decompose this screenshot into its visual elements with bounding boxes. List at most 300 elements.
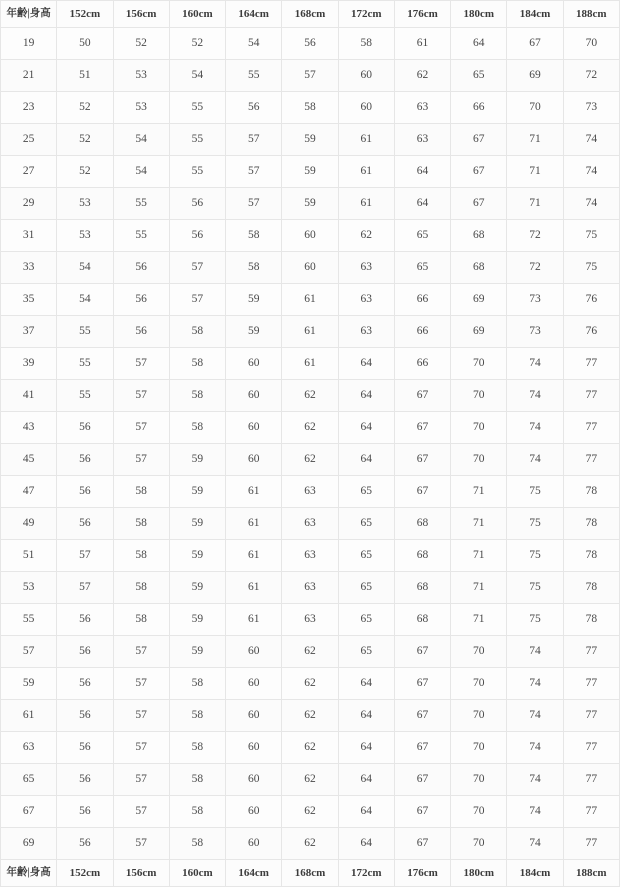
table-cell: 68 bbox=[394, 540, 450, 572]
table-cell: 70 bbox=[451, 764, 507, 796]
table-cell: 61 bbox=[282, 284, 338, 316]
table-cell: 52 bbox=[113, 28, 169, 60]
table-cell: 70 bbox=[451, 700, 507, 732]
table-cell: 57 bbox=[113, 348, 169, 380]
table-cell: 57 bbox=[113, 732, 169, 764]
table-cell: 70 bbox=[451, 636, 507, 668]
table-cell: 63 bbox=[282, 476, 338, 508]
table-cell: 63 bbox=[282, 540, 338, 572]
table-cell: 70 bbox=[563, 28, 619, 60]
table-row bbox=[1, 732, 620, 764]
table-cell: 56 bbox=[57, 668, 113, 700]
table-cell: 78 bbox=[563, 540, 619, 572]
table-cell: 62 bbox=[282, 732, 338, 764]
table-cell: 61 bbox=[226, 540, 282, 572]
table-cell: 57 bbox=[113, 828, 169, 860]
table-cell: 56 bbox=[113, 252, 169, 284]
row-age-label: 65 bbox=[1, 764, 57, 796]
table-cell: 55 bbox=[57, 316, 113, 348]
table-cell: 71 bbox=[451, 604, 507, 636]
table-row bbox=[1, 508, 620, 540]
table-cell: 65 bbox=[394, 220, 450, 252]
table-cell: 68 bbox=[451, 252, 507, 284]
row-age-label: 55 bbox=[1, 604, 57, 636]
table-cell: 77 bbox=[563, 380, 619, 412]
table-cell: 68 bbox=[394, 572, 450, 604]
row-age-label: 63 bbox=[1, 732, 57, 764]
table-cell: 71 bbox=[507, 124, 563, 156]
table-cell: 58 bbox=[113, 604, 169, 636]
table-cell: 64 bbox=[338, 412, 394, 444]
table-row bbox=[1, 284, 620, 316]
row-age-label: 35 bbox=[1, 284, 57, 316]
row-age-label: 25 bbox=[1, 124, 57, 156]
table-cell: 58 bbox=[169, 380, 225, 412]
table-cell: 75 bbox=[507, 572, 563, 604]
table-cell: 59 bbox=[226, 284, 282, 316]
table-cell: 77 bbox=[563, 796, 619, 828]
table-row bbox=[1, 476, 620, 508]
table-cell: 56 bbox=[169, 188, 225, 220]
table-row bbox=[1, 604, 620, 636]
table-cell: 67 bbox=[394, 380, 450, 412]
table-cell: 68 bbox=[394, 508, 450, 540]
table-cell: 70 bbox=[451, 828, 507, 860]
table-cell: 63 bbox=[282, 508, 338, 540]
table-cell: 64 bbox=[338, 732, 394, 764]
table-row bbox=[1, 700, 620, 732]
table-cell: 77 bbox=[563, 764, 619, 796]
table-cell: 58 bbox=[169, 316, 225, 348]
table-cell: 64 bbox=[394, 156, 450, 188]
table-cell: 56 bbox=[57, 476, 113, 508]
table-cell: 62 bbox=[394, 60, 450, 92]
table-cell: 63 bbox=[338, 284, 394, 316]
table-cell: 67 bbox=[451, 124, 507, 156]
row-age-label: 45 bbox=[1, 444, 57, 476]
column-header: 152cm bbox=[57, 1, 113, 28]
table-row bbox=[1, 828, 620, 860]
table-cell: 56 bbox=[57, 636, 113, 668]
table-cell: 74 bbox=[507, 828, 563, 860]
table-cell: 59 bbox=[282, 124, 338, 156]
table-cell: 62 bbox=[338, 220, 394, 252]
table-cell: 76 bbox=[563, 284, 619, 316]
table-cell: 74 bbox=[507, 412, 563, 444]
table-cell: 58 bbox=[113, 540, 169, 572]
table-cell: 61 bbox=[226, 508, 282, 540]
table-cell: 56 bbox=[57, 828, 113, 860]
table-row bbox=[1, 572, 620, 604]
table-cell: 53 bbox=[113, 60, 169, 92]
table-cell: 61 bbox=[338, 188, 394, 220]
table-cell: 64 bbox=[338, 764, 394, 796]
table-cell: 54 bbox=[113, 156, 169, 188]
row-age-label: 69 bbox=[1, 828, 57, 860]
table-cell: 57 bbox=[226, 188, 282, 220]
table-row bbox=[1, 60, 620, 92]
table-row bbox=[1, 444, 620, 476]
table-row bbox=[1, 316, 620, 348]
table-cell: 60 bbox=[282, 252, 338, 284]
table-cell: 64 bbox=[338, 380, 394, 412]
table-cell: 58 bbox=[169, 412, 225, 444]
table-cell: 65 bbox=[451, 60, 507, 92]
table-cell: 67 bbox=[394, 700, 450, 732]
row-age-label: 47 bbox=[1, 476, 57, 508]
table-cell: 56 bbox=[57, 444, 113, 476]
table-cell: 60 bbox=[226, 796, 282, 828]
table-cell: 57 bbox=[113, 444, 169, 476]
table-cell: 75 bbox=[507, 508, 563, 540]
table-cell: 66 bbox=[394, 348, 450, 380]
table-cell: 54 bbox=[169, 60, 225, 92]
table-cell: 78 bbox=[563, 572, 619, 604]
column-header: 164cm bbox=[226, 1, 282, 28]
table-cell: 54 bbox=[57, 252, 113, 284]
table-cell: 59 bbox=[169, 508, 225, 540]
table-cell: 55 bbox=[169, 156, 225, 188]
table-cell: 65 bbox=[338, 572, 394, 604]
table-cell: 65 bbox=[338, 636, 394, 668]
table-cell: 57 bbox=[113, 380, 169, 412]
table-cell: 67 bbox=[507, 28, 563, 60]
table-body bbox=[1, 28, 620, 860]
table-cell: 64 bbox=[338, 700, 394, 732]
table-cell: 57 bbox=[169, 252, 225, 284]
table-cell: 63 bbox=[338, 316, 394, 348]
table-cell: 65 bbox=[394, 252, 450, 284]
table-cell: 74 bbox=[507, 348, 563, 380]
table-cell: 70 bbox=[451, 444, 507, 476]
footer-row bbox=[1, 860, 620, 887]
table-cell: 59 bbox=[169, 572, 225, 604]
table-cell: 62 bbox=[282, 412, 338, 444]
table-cell: 62 bbox=[282, 636, 338, 668]
table-cell: 68 bbox=[394, 604, 450, 636]
table-cell: 61 bbox=[338, 124, 394, 156]
table-cell: 58 bbox=[226, 252, 282, 284]
table-row bbox=[1, 796, 620, 828]
column-header: 188cm bbox=[563, 1, 619, 28]
table-cell: 56 bbox=[57, 508, 113, 540]
table-cell: 52 bbox=[57, 156, 113, 188]
table-cell: 71 bbox=[507, 188, 563, 220]
table-cell: 60 bbox=[282, 220, 338, 252]
table-row bbox=[1, 28, 620, 60]
table-cell: 78 bbox=[563, 476, 619, 508]
table-cell: 58 bbox=[113, 476, 169, 508]
table-cell: 53 bbox=[57, 220, 113, 252]
table-cell: 58 bbox=[169, 828, 225, 860]
column-header: 176cm bbox=[394, 1, 450, 28]
row-age-label: 31 bbox=[1, 220, 57, 252]
table-row bbox=[1, 380, 620, 412]
table-cell: 60 bbox=[226, 828, 282, 860]
table-cell: 75 bbox=[507, 604, 563, 636]
footer-column-header: 172cm bbox=[338, 860, 394, 887]
table-cell: 59 bbox=[226, 316, 282, 348]
column-header: 184cm bbox=[507, 1, 563, 28]
table-cell: 59 bbox=[169, 636, 225, 668]
table-cell: 54 bbox=[113, 124, 169, 156]
table-row bbox=[1, 348, 620, 380]
table-cell: 61 bbox=[338, 156, 394, 188]
row-age-label: 49 bbox=[1, 508, 57, 540]
table-row bbox=[1, 636, 620, 668]
table-row bbox=[1, 412, 620, 444]
table-row bbox=[1, 764, 620, 796]
table-row bbox=[1, 668, 620, 700]
footer-column-header: 180cm bbox=[451, 860, 507, 887]
table-cell: 57 bbox=[226, 156, 282, 188]
table-cell: 67 bbox=[394, 444, 450, 476]
footer-column-header: 160cm bbox=[169, 860, 225, 887]
table-cell: 70 bbox=[451, 796, 507, 828]
row-age-label: 29 bbox=[1, 188, 57, 220]
table-cell: 72 bbox=[563, 60, 619, 92]
table-cell: 73 bbox=[507, 284, 563, 316]
table-cell: 65 bbox=[338, 476, 394, 508]
table-cell: 73 bbox=[563, 92, 619, 124]
table-row bbox=[1, 188, 620, 220]
table-cell: 67 bbox=[394, 668, 450, 700]
table-cell: 60 bbox=[226, 380, 282, 412]
table-cell: 69 bbox=[507, 60, 563, 92]
table-cell: 55 bbox=[57, 348, 113, 380]
table-cell: 69 bbox=[451, 284, 507, 316]
header-corner-label: 年齢|身高 bbox=[1, 1, 57, 28]
table-cell: 63 bbox=[394, 124, 450, 156]
table-cell: 70 bbox=[451, 380, 507, 412]
table-row bbox=[1, 156, 620, 188]
table-cell: 64 bbox=[338, 668, 394, 700]
table-cell: 77 bbox=[563, 732, 619, 764]
table-row bbox=[1, 252, 620, 284]
table-cell: 61 bbox=[226, 604, 282, 636]
table-footer bbox=[1, 860, 620, 887]
table-cell: 53 bbox=[57, 188, 113, 220]
table-cell: 65 bbox=[338, 540, 394, 572]
table-cell: 65 bbox=[338, 604, 394, 636]
table-cell: 60 bbox=[338, 60, 394, 92]
row-age-label: 61 bbox=[1, 700, 57, 732]
table-cell: 72 bbox=[507, 252, 563, 284]
table-cell: 60 bbox=[226, 348, 282, 380]
table-cell: 58 bbox=[113, 572, 169, 604]
table-cell: 77 bbox=[563, 636, 619, 668]
table-cell: 55 bbox=[169, 92, 225, 124]
table-cell: 57 bbox=[226, 124, 282, 156]
row-age-label: 19 bbox=[1, 28, 57, 60]
table-cell: 60 bbox=[226, 444, 282, 476]
table-cell: 57 bbox=[57, 540, 113, 572]
table-cell: 63 bbox=[282, 572, 338, 604]
table-cell: 68 bbox=[451, 220, 507, 252]
table-cell: 56 bbox=[57, 604, 113, 636]
table-cell: 52 bbox=[57, 92, 113, 124]
table-cell: 61 bbox=[282, 348, 338, 380]
table-cell: 64 bbox=[451, 28, 507, 60]
table-cell: 66 bbox=[394, 316, 450, 348]
table-cell: 72 bbox=[507, 220, 563, 252]
footer-column-header: 176cm bbox=[394, 860, 450, 887]
table-cell: 51 bbox=[57, 60, 113, 92]
table-cell: 77 bbox=[563, 828, 619, 860]
row-age-label: 43 bbox=[1, 412, 57, 444]
footer-column-header: 188cm bbox=[563, 860, 619, 887]
table-cell: 57 bbox=[113, 700, 169, 732]
table-cell: 58 bbox=[226, 220, 282, 252]
table-cell: 67 bbox=[451, 156, 507, 188]
table-cell: 74 bbox=[563, 124, 619, 156]
row-age-label: 67 bbox=[1, 796, 57, 828]
table-cell: 69 bbox=[451, 316, 507, 348]
table-cell: 64 bbox=[338, 796, 394, 828]
table-cell: 74 bbox=[507, 700, 563, 732]
table-cell: 78 bbox=[563, 508, 619, 540]
table-cell: 56 bbox=[282, 28, 338, 60]
table-cell: 57 bbox=[57, 572, 113, 604]
row-age-label: 23 bbox=[1, 92, 57, 124]
table-cell: 70 bbox=[451, 412, 507, 444]
row-age-label: 59 bbox=[1, 668, 57, 700]
table-cell: 66 bbox=[451, 92, 507, 124]
table-cell: 58 bbox=[113, 508, 169, 540]
table-cell: 77 bbox=[563, 412, 619, 444]
row-age-label: 27 bbox=[1, 156, 57, 188]
table-row bbox=[1, 124, 620, 156]
footer-column-header: 168cm bbox=[282, 860, 338, 887]
table-cell: 58 bbox=[169, 764, 225, 796]
table-cell: 58 bbox=[169, 732, 225, 764]
table-cell: 58 bbox=[169, 668, 225, 700]
table-cell: 67 bbox=[451, 188, 507, 220]
table-cell: 71 bbox=[451, 572, 507, 604]
table-cell: 60 bbox=[226, 700, 282, 732]
table-cell: 71 bbox=[507, 156, 563, 188]
table-cell: 57 bbox=[169, 284, 225, 316]
table-cell: 54 bbox=[57, 284, 113, 316]
table-cell: 70 bbox=[451, 668, 507, 700]
table-cell: 74 bbox=[507, 444, 563, 476]
table-cell: 58 bbox=[169, 796, 225, 828]
table-cell: 58 bbox=[169, 700, 225, 732]
row-age-label: 51 bbox=[1, 540, 57, 572]
table-cell: 74 bbox=[563, 156, 619, 188]
table-cell: 59 bbox=[169, 604, 225, 636]
table-cell: 75 bbox=[563, 220, 619, 252]
table-cell: 62 bbox=[282, 796, 338, 828]
table-cell: 77 bbox=[563, 348, 619, 380]
table-cell: 59 bbox=[169, 540, 225, 572]
table-row bbox=[1, 92, 620, 124]
table-cell: 56 bbox=[57, 700, 113, 732]
table-cell: 50 bbox=[57, 28, 113, 60]
row-age-label: 41 bbox=[1, 380, 57, 412]
table-cell: 57 bbox=[113, 764, 169, 796]
column-header: 180cm bbox=[451, 1, 507, 28]
footer-column-header: 152cm bbox=[57, 860, 113, 887]
table-cell: 55 bbox=[226, 60, 282, 92]
table-cell: 73 bbox=[507, 316, 563, 348]
table-cell: 74 bbox=[507, 380, 563, 412]
table-cell: 62 bbox=[282, 700, 338, 732]
table-cell: 60 bbox=[226, 668, 282, 700]
table-cell: 58 bbox=[338, 28, 394, 60]
table-cell: 78 bbox=[563, 604, 619, 636]
table-cell: 60 bbox=[226, 732, 282, 764]
table-cell: 57 bbox=[282, 60, 338, 92]
table-cell: 70 bbox=[451, 732, 507, 764]
table-cell: 57 bbox=[113, 412, 169, 444]
table-header bbox=[1, 1, 620, 28]
table-cell: 67 bbox=[394, 796, 450, 828]
table-cell: 57 bbox=[113, 668, 169, 700]
footer-column-header: 184cm bbox=[507, 860, 563, 887]
table-cell: 52 bbox=[57, 124, 113, 156]
row-age-label: 57 bbox=[1, 636, 57, 668]
table-cell: 60 bbox=[338, 92, 394, 124]
table-cell: 61 bbox=[282, 316, 338, 348]
table-cell: 66 bbox=[394, 284, 450, 316]
table-cell: 74 bbox=[507, 668, 563, 700]
table-cell: 56 bbox=[113, 284, 169, 316]
table-cell: 62 bbox=[282, 668, 338, 700]
column-header: 160cm bbox=[169, 1, 225, 28]
table-cell: 67 bbox=[394, 828, 450, 860]
row-age-label: 21 bbox=[1, 60, 57, 92]
table-cell: 71 bbox=[451, 508, 507, 540]
table-cell: 67 bbox=[394, 732, 450, 764]
table-row bbox=[1, 540, 620, 572]
table-cell: 55 bbox=[169, 124, 225, 156]
table-cell: 65 bbox=[338, 508, 394, 540]
table-cell: 62 bbox=[282, 444, 338, 476]
table-cell: 55 bbox=[113, 188, 169, 220]
table-cell: 59 bbox=[169, 476, 225, 508]
table-cell: 75 bbox=[507, 476, 563, 508]
row-age-label: 53 bbox=[1, 572, 57, 604]
table-cell: 53 bbox=[113, 92, 169, 124]
table-cell: 64 bbox=[394, 188, 450, 220]
table-cell: 62 bbox=[282, 764, 338, 796]
column-header: 156cm bbox=[113, 1, 169, 28]
footer-column-header: 156cm bbox=[113, 860, 169, 887]
table-cell: 60 bbox=[226, 636, 282, 668]
table-cell: 61 bbox=[226, 476, 282, 508]
table-cell: 63 bbox=[394, 92, 450, 124]
table-cell: 71 bbox=[451, 476, 507, 508]
table-cell: 67 bbox=[394, 636, 450, 668]
table-cell: 56 bbox=[169, 220, 225, 252]
table-cell: 59 bbox=[282, 188, 338, 220]
table-cell: 57 bbox=[113, 636, 169, 668]
row-age-label: 39 bbox=[1, 348, 57, 380]
table-cell: 74 bbox=[507, 764, 563, 796]
table-cell: 56 bbox=[226, 92, 282, 124]
table-cell: 56 bbox=[57, 412, 113, 444]
table-cell: 74 bbox=[507, 796, 563, 828]
table-cell: 58 bbox=[169, 348, 225, 380]
table-cell: 75 bbox=[507, 540, 563, 572]
table-cell: 56 bbox=[57, 796, 113, 828]
table-row bbox=[1, 220, 620, 252]
table-cell: 54 bbox=[226, 28, 282, 60]
column-header: 168cm bbox=[282, 1, 338, 28]
table-cell: 61 bbox=[394, 28, 450, 60]
table-cell: 70 bbox=[507, 92, 563, 124]
